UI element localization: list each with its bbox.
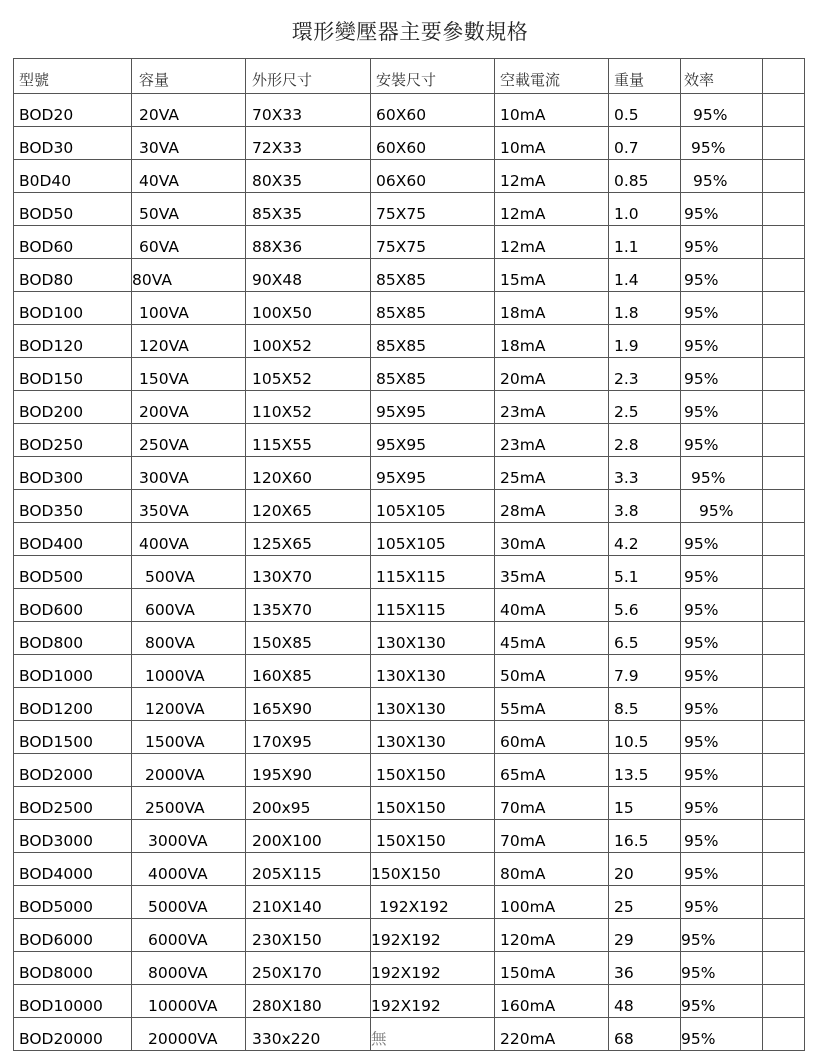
table-row [14, 754, 805, 787]
cell-efficiency: 95% [681, 853, 763, 886]
cell-blank [763, 688, 805, 721]
cell-weight: 68 [609, 1018, 681, 1051]
cell-blank [763, 721, 805, 754]
cell-capacity: 350VA [132, 490, 246, 523]
cell-blank [763, 787, 805, 820]
cell-current: 18mA [495, 325, 609, 358]
cell-weight: 6.5 [609, 622, 681, 655]
cell-current: 23mA [495, 391, 609, 424]
cell-efficiency: 95% [681, 292, 763, 325]
cell-size: 100X50 [246, 292, 371, 325]
cell-blank [763, 919, 805, 952]
cell-mount: 105X105 [371, 490, 495, 523]
cell-model: BOD500 [14, 556, 132, 589]
cell-mount: 115X115 [371, 556, 495, 589]
cell-mount: 192X192 [371, 952, 495, 985]
cell-efficiency: 95% [681, 193, 763, 226]
cell-current: 12mA [495, 160, 609, 193]
cell-capacity: 30VA [132, 127, 246, 160]
cell-current: 70mA [495, 820, 609, 853]
cell-weight: 5.1 [609, 556, 681, 589]
cell-weight: 0.7 [609, 127, 681, 160]
cell-blank [763, 1018, 805, 1051]
cell-capacity: 5000VA [132, 886, 246, 919]
cell-blank [763, 655, 805, 688]
header-current: 空載電流 [495, 59, 609, 94]
cell-efficiency: 95% [681, 391, 763, 424]
cell-efficiency: 95% [681, 655, 763, 688]
cell-current: 50mA [495, 655, 609, 688]
cell-weight: 36 [609, 952, 681, 985]
cell-model: BOD200 [14, 391, 132, 424]
cell-mount: 192X192 [371, 886, 495, 919]
cell-current: 30mA [495, 523, 609, 556]
cell-blank [763, 226, 805, 259]
table-row [14, 820, 805, 853]
cell-efficiency: 95% [681, 985, 763, 1018]
cell-current: 23mA [495, 424, 609, 457]
cell-current: 15mA [495, 259, 609, 292]
table-row [14, 424, 805, 457]
table-row [14, 622, 805, 655]
cell-capacity: 6000VA [132, 919, 246, 952]
cell-weight: 1.1 [609, 226, 681, 259]
cell-capacity: 4000VA [132, 853, 246, 886]
cell-capacity: 3000VA [132, 820, 246, 853]
cell-size: 205X115 [246, 853, 371, 886]
cell-weight: 1.4 [609, 259, 681, 292]
cell-efficiency: 95% [681, 886, 763, 919]
cell-weight: 10.5 [609, 721, 681, 754]
cell-current: 45mA [495, 622, 609, 655]
cell-mount: 130X130 [371, 721, 495, 754]
cell-capacity: 2500VA [132, 787, 246, 820]
cell-size: 90X48 [246, 259, 371, 292]
table-row [14, 952, 805, 985]
cell-capacity: 20000VA [132, 1018, 246, 1051]
cell-current: 220mA [495, 1018, 609, 1051]
cell-mount: 192X192 [371, 985, 495, 1018]
cell-capacity: 40VA [132, 160, 246, 193]
cell-model: B0D40 [14, 160, 132, 193]
cell-capacity: 400VA [132, 523, 246, 556]
cell-mount: 192X192 [371, 919, 495, 952]
cell-current: 120mA [495, 919, 609, 952]
cell-current: 55mA [495, 688, 609, 721]
cell-size: 250X170 [246, 952, 371, 985]
cell-weight: 0.5 [609, 94, 681, 127]
cell-blank [763, 556, 805, 589]
table-row [14, 985, 805, 1018]
cell-efficiency: 95% [681, 622, 763, 655]
cell-current: 12mA [495, 226, 609, 259]
cell-blank [763, 358, 805, 391]
cell-efficiency: 95% [681, 919, 763, 952]
cell-blank [763, 193, 805, 226]
cell-weight: 1.9 [609, 325, 681, 358]
cell-efficiency: 95% [681, 688, 763, 721]
table-row [14, 886, 805, 919]
table-row [14, 193, 805, 226]
cell-size: 160X85 [246, 655, 371, 688]
cell-size: 88X36 [246, 226, 371, 259]
cell-mount: 150X150 [371, 820, 495, 853]
cell-capacity: 100VA [132, 292, 246, 325]
cell-blank [763, 523, 805, 556]
cell-weight: 2.8 [609, 424, 681, 457]
cell-size: 80X35 [246, 160, 371, 193]
spec-table [13, 58, 805, 1051]
cell-capacity: 150VA [132, 358, 246, 391]
cell-model: BOD10000 [14, 985, 132, 1018]
cell-efficiency: 95% [681, 523, 763, 556]
table-row [14, 457, 805, 490]
cell-model: BOD1500 [14, 721, 132, 754]
table-row [14, 688, 805, 721]
cell-blank [763, 259, 805, 292]
cell-blank [763, 490, 805, 523]
cell-size: 125X65 [246, 523, 371, 556]
cell-blank [763, 94, 805, 127]
cell-weight: 2.5 [609, 391, 681, 424]
cell-capacity: 120VA [132, 325, 246, 358]
table-row [14, 358, 805, 391]
cell-weight: 5.6 [609, 589, 681, 622]
table-row [14, 490, 805, 523]
cell-model: BOD8000 [14, 952, 132, 985]
cell-blank [763, 160, 805, 193]
cell-size: 200x95 [246, 787, 371, 820]
table-row [14, 556, 805, 589]
cell-weight: 25 [609, 886, 681, 919]
cell-mount: 85X85 [371, 358, 495, 391]
cell-model: BOD100 [14, 292, 132, 325]
cell-mount: 95X95 [371, 424, 495, 457]
cell-capacity: 60VA [132, 226, 246, 259]
header-weight: 重量 [609, 59, 681, 94]
cell-current: 10mA [495, 94, 609, 127]
table-row [14, 589, 805, 622]
cell-blank [763, 952, 805, 985]
table-row [14, 721, 805, 754]
cell-mount: 60X60 [371, 127, 495, 160]
cell-capacity: 1500VA [132, 721, 246, 754]
cell-size: 330x220 [246, 1018, 371, 1051]
cell-blank [763, 754, 805, 787]
cell-blank [763, 292, 805, 325]
cell-mount: 85X85 [371, 259, 495, 292]
cell-capacity: 500VA [132, 556, 246, 589]
cell-model: BOD2500 [14, 787, 132, 820]
cell-efficiency: 95% [681, 325, 763, 358]
cell-model: BOD350 [14, 490, 132, 523]
cell-size: 100X52 [246, 325, 371, 358]
cell-capacity: 50VA [132, 193, 246, 226]
cell-current: 28mA [495, 490, 609, 523]
cell-efficiency: 95% [681, 259, 763, 292]
cell-model: BOD60 [14, 226, 132, 259]
cell-weight: 8.5 [609, 688, 681, 721]
cell-mount: 150X150 [371, 853, 495, 886]
cell-model: BOD1000 [14, 655, 132, 688]
cell-mount: 06X60 [371, 160, 495, 193]
cell-model: BOD20000 [14, 1018, 132, 1051]
cell-efficiency: 95% [681, 457, 763, 490]
cell-model: BOD300 [14, 457, 132, 490]
cell-size: 70X33 [246, 94, 371, 127]
cell-efficiency: 95% [681, 820, 763, 853]
cell-current: 35mA [495, 556, 609, 589]
cell-weight: 3.8 [609, 490, 681, 523]
cell-size: 115X55 [246, 424, 371, 457]
cell-current: 80mA [495, 853, 609, 886]
cell-size: 280X180 [246, 985, 371, 1018]
cell-model: BOD2000 [14, 754, 132, 787]
cell-mount: 150X150 [371, 787, 495, 820]
cell-blank [763, 127, 805, 160]
table-row [14, 523, 805, 556]
cell-blank [763, 325, 805, 358]
cell-size: 165X90 [246, 688, 371, 721]
cell-model: BOD30 [14, 127, 132, 160]
cell-capacity: 1200VA [132, 688, 246, 721]
cell-model: BOD5000 [14, 886, 132, 919]
cell-mount: 105X105 [371, 523, 495, 556]
cell-mount: 85X85 [371, 325, 495, 358]
cell-efficiency: 95% [681, 1018, 763, 1051]
cell-capacity: 1000VA [132, 655, 246, 688]
cell-current: 12mA [495, 193, 609, 226]
cell-efficiency: 95% [681, 787, 763, 820]
cell-current: 100mA [495, 886, 609, 919]
cell-model: BOD1200 [14, 688, 132, 721]
cell-current: 40mA [495, 589, 609, 622]
cell-model: BOD20 [14, 94, 132, 127]
cell-size: 130X70 [246, 556, 371, 589]
cell-capacity: 200VA [132, 391, 246, 424]
cell-size: 195X90 [246, 754, 371, 787]
cell-mount: 95X95 [371, 457, 495, 490]
cell-model: BOD6000 [14, 919, 132, 952]
cell-current: 25mA [495, 457, 609, 490]
cell-mount: 150X150 [371, 754, 495, 787]
cell-capacity: 20VA [132, 94, 246, 127]
cell-model: BOD4000 [14, 853, 132, 886]
header-efficiency: 效率 [681, 59, 763, 94]
cell-current: 160mA [495, 985, 609, 1018]
cell-size: 170X95 [246, 721, 371, 754]
cell-efficiency: 95% [681, 160, 763, 193]
table-row [14, 853, 805, 886]
table-row [14, 160, 805, 193]
cell-capacity: 2000VA [132, 754, 246, 787]
header-model: 型號 [14, 59, 132, 94]
cell-weight: 13.5 [609, 754, 681, 787]
cell-blank [763, 589, 805, 622]
cell-weight: 0.85 [609, 160, 681, 193]
cell-weight: 7.9 [609, 655, 681, 688]
table-row [14, 127, 805, 160]
table-row [14, 1018, 805, 1051]
cell-capacity: 600VA [132, 589, 246, 622]
cell-model: BOD250 [14, 424, 132, 457]
header-mount: 安裝尺寸 [371, 59, 495, 94]
cell-efficiency: 95% [681, 952, 763, 985]
cell-efficiency: 95% [681, 226, 763, 259]
table-row [14, 325, 805, 358]
cell-size: 120X60 [246, 457, 371, 490]
cell-blank [763, 820, 805, 853]
header-size: 外形尺寸 [246, 59, 371, 94]
cell-blank [763, 622, 805, 655]
table-header-row [14, 59, 805, 94]
cell-capacity: 8000VA [132, 952, 246, 985]
cell-mount: 95X95 [371, 391, 495, 424]
cell-model: BOD50 [14, 193, 132, 226]
table-row [14, 391, 805, 424]
cell-weight: 15 [609, 787, 681, 820]
cell-size: 135X70 [246, 589, 371, 622]
cell-blank [763, 985, 805, 1018]
cell-weight: 2.3 [609, 358, 681, 391]
cell-capacity: 250VA [132, 424, 246, 457]
cell-mount: 130X130 [371, 688, 495, 721]
cell-mount: 130X130 [371, 655, 495, 688]
cell-capacity: 300VA [132, 457, 246, 490]
cell-efficiency: 95% [681, 94, 763, 127]
table-row [14, 292, 805, 325]
cell-efficiency: 95% [681, 556, 763, 589]
cell-current: 10mA [495, 127, 609, 160]
cell-size: 110X52 [246, 391, 371, 424]
cell-weight: 1.8 [609, 292, 681, 325]
cell-weight: 16.5 [609, 820, 681, 853]
cell-model: BOD120 [14, 325, 132, 358]
cell-weight: 48 [609, 985, 681, 1018]
cell-size: 85X35 [246, 193, 371, 226]
cell-model: BOD80 [14, 259, 132, 292]
cell-weight: 20 [609, 853, 681, 886]
cell-current: 150mA [495, 952, 609, 985]
cell-blank [763, 457, 805, 490]
cell-current: 65mA [495, 754, 609, 787]
cell-current: 70mA [495, 787, 609, 820]
cell-mount: 60X60 [371, 94, 495, 127]
cell-model: BOD400 [14, 523, 132, 556]
cell-efficiency: 95% [681, 358, 763, 391]
cell-mount: 75X75 [371, 193, 495, 226]
cell-blank [763, 424, 805, 457]
cell-model: BOD600 [14, 589, 132, 622]
cell-weight: 29 [609, 919, 681, 952]
cell-size: 210X140 [246, 886, 371, 919]
cell-efficiency: 95% [681, 754, 763, 787]
cell-mount: 85X85 [371, 292, 495, 325]
cell-size: 105X52 [246, 358, 371, 391]
cell-blank [763, 391, 805, 424]
header-blank [763, 59, 805, 94]
cell-weight: 1.0 [609, 193, 681, 226]
cell-size: 150X85 [246, 622, 371, 655]
cell-current: 60mA [495, 721, 609, 754]
table-row [14, 94, 805, 127]
cell-model: BOD3000 [14, 820, 132, 853]
cell-size: 230X150 [246, 919, 371, 952]
cell-size: 72X33 [246, 127, 371, 160]
table-row [14, 259, 805, 292]
cell-mount: 130X130 [371, 622, 495, 655]
cell-efficiency: 95% [681, 424, 763, 457]
table-row [14, 787, 805, 820]
cell-mount: 75X75 [371, 226, 495, 259]
cell-capacity: 10000VA [132, 985, 246, 1018]
cell-weight: 3.3 [609, 457, 681, 490]
table-row [14, 655, 805, 688]
cell-current: 20mA [495, 358, 609, 391]
cell-capacity: 80VA [132, 259, 246, 292]
cell-model: BOD800 [14, 622, 132, 655]
table-body [14, 94, 805, 1051]
cell-size: 200X100 [246, 820, 371, 853]
page-title: 環形變壓器主要參數規格 [291, 20, 529, 44]
cell-capacity: 800VA [132, 622, 246, 655]
header-capacity: 容量 [132, 59, 246, 94]
cell-mount: 無 [371, 1018, 495, 1051]
cell-efficiency: 95% [681, 490, 763, 523]
cell-efficiency: 95% [681, 127, 763, 160]
cell-model: BOD150 [14, 358, 132, 391]
cell-mount: 115X115 [371, 589, 495, 622]
cell-efficiency: 95% [681, 589, 763, 622]
cell-size: 120X65 [246, 490, 371, 523]
cell-blank [763, 853, 805, 886]
cell-blank [763, 886, 805, 919]
table-row [14, 226, 805, 259]
cell-current: 18mA [495, 292, 609, 325]
cell-weight: 4.2 [609, 523, 681, 556]
table-row [14, 919, 805, 952]
cell-efficiency: 95% [681, 721, 763, 754]
